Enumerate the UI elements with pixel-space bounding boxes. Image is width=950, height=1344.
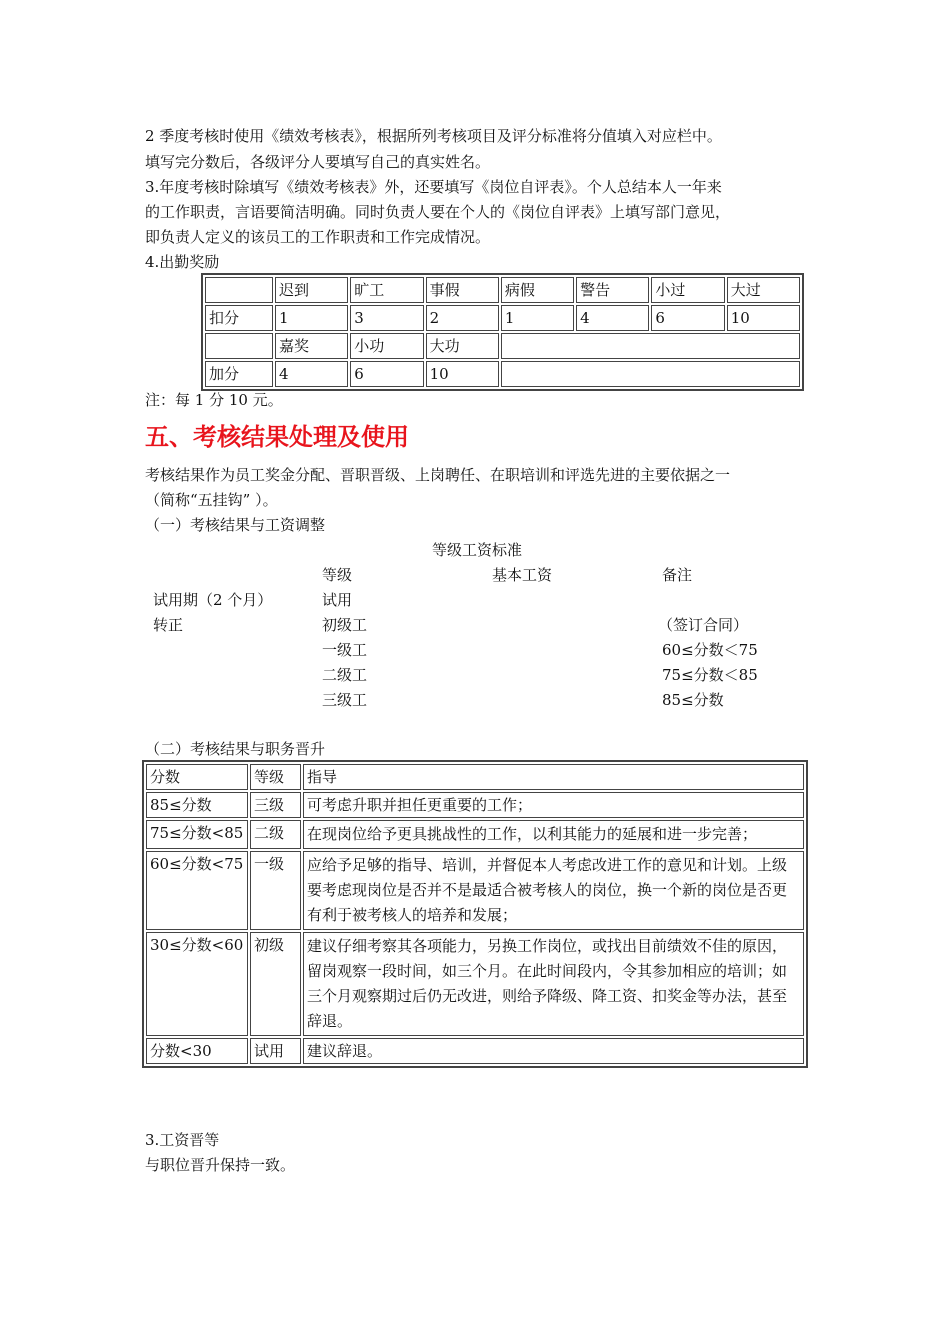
table-cell: 旷工 xyxy=(350,277,423,303)
table-row xyxy=(205,277,800,303)
wage-note: 85≤分数 xyxy=(662,691,724,709)
table-cell: 10 xyxy=(727,305,800,331)
table-cell: 小过 xyxy=(651,277,724,303)
wage-grade: 二级工 xyxy=(322,666,368,684)
table-cell: 建议仔细考察其各项能力，另换工作岗位，或找出目前绩效不佳的原因，留岗观察一段时间，如三个月。在此时间段内，令其参加相应的培训；如三个月观察期过后仍无改进，则给予降级、降工资、扣奖金等办法，甚至辞退。 xyxy=(303,932,804,1036)
table-row xyxy=(146,792,804,818)
table-cell: 大功 xyxy=(426,333,499,359)
table-cell: 迟到 xyxy=(275,277,348,303)
footer-line-2: 与职位晋升保持一致。 xyxy=(145,1156,296,1174)
table-header: 指导 xyxy=(303,764,804,790)
intro-line-2: 填写完分数后，各级评分人要填写自己的真实姓名。 xyxy=(145,153,491,171)
table-cell: 3 xyxy=(350,305,423,331)
wage-grade: 初级工 xyxy=(322,616,368,634)
table-cell: 30≤分数<60 xyxy=(146,932,248,1036)
table-cell: 三级 xyxy=(250,792,301,818)
table-cell: 事假 xyxy=(426,277,499,303)
table-cell: 4 xyxy=(275,361,348,387)
table-row xyxy=(146,764,804,790)
wage-grade: 三级工 xyxy=(322,691,368,709)
table-cell: 85≤分数 xyxy=(146,792,248,818)
intro-line-3: 3.年度考核时除填写《绩效考核表》外，还要填写《岗位自评表》。个人总结本人一年来 xyxy=(145,178,722,196)
wage-col-basic: 基本工资 xyxy=(492,566,553,584)
table-cell: 警告 xyxy=(576,277,649,303)
table-cell: 初级 xyxy=(250,932,301,1036)
table-cell: 二级 xyxy=(250,820,301,849)
table-cell: 应给予足够的指导、培训，并督促本人考虑改进工作的意见和计划。上级要考虑现岗位是否并不是最适合被考核人的岗位，换一个新的岗位是否更有利于被考核人的培养和发展； xyxy=(303,851,804,930)
intro-line-4: 的工作职责，言语要简洁明确。同时负责人要在个人的《岗位自评表》上填写部门意见， xyxy=(145,203,731,221)
wage-grade: 一级工 xyxy=(322,641,368,659)
table-cell: 6 xyxy=(651,305,724,331)
table-header: 分数 xyxy=(146,764,248,790)
table-cell: 扣分 xyxy=(205,305,273,331)
wage-regular: 转正 xyxy=(153,616,184,634)
intro-line-1: 2 季度考核时使用《绩效考核表》，根据所列考核项目及评分标准将分值填入对应栏中。 xyxy=(145,127,722,145)
subheading-1: （一）考核结果与工资调整 xyxy=(145,516,326,534)
table-row xyxy=(205,333,800,359)
table-row xyxy=(205,361,800,387)
section-text-1: 考核结果作为员工奖金分配、晋职晋级、上岗聘任、在职培训和评选先进的主要依据之一 xyxy=(145,466,731,484)
table-cell: 大过 xyxy=(727,277,800,303)
section-text-2: （简称“五挂钩” ）。 xyxy=(145,491,278,509)
table-cell: 试用 xyxy=(250,1038,301,1064)
table-row xyxy=(205,305,800,331)
intro-line-6: 4.出勤奖励 xyxy=(145,253,220,271)
table-cell: 一级 xyxy=(250,851,301,930)
attendance-table xyxy=(201,273,804,391)
wage-title: 等级工资标准 xyxy=(432,541,523,559)
wage-col-note: 备注 xyxy=(662,566,693,584)
wage-note: 60≤分数＜75 xyxy=(662,641,758,659)
table-cell: 小功 xyxy=(350,333,423,359)
table-cell: 10 xyxy=(426,361,499,387)
table-cell: 在现岗位给予更具挑战性的工作，以利其能力的延展和进一步完善； xyxy=(303,820,804,849)
table-row xyxy=(146,820,804,849)
table-cell: 嘉奖 xyxy=(275,333,348,359)
table-row xyxy=(146,932,804,1036)
subheading-2: （二）考核结果与职务晋升 xyxy=(145,740,326,758)
table-cell: 2 xyxy=(426,305,499,331)
table-header: 等级 xyxy=(250,764,301,790)
table-cell: 建议辞退。 xyxy=(303,1038,804,1064)
table-cell: 加分 xyxy=(205,361,273,387)
section-title: 五、考核结果处理及使用 xyxy=(145,423,409,451)
wage-col-grade: 等级 xyxy=(322,566,353,584)
table-row xyxy=(146,851,804,930)
table-cell: 6 xyxy=(350,361,423,387)
wage-grade: 试用 xyxy=(322,591,353,609)
table-row xyxy=(146,1038,804,1064)
note: 注：每 1 分 10 元。 xyxy=(145,391,283,409)
table-cell: 可考虑升职并担任更重要的工作； xyxy=(303,792,804,818)
table-cell: 1 xyxy=(501,305,574,331)
intro-line-5: 即负责人定义的该员工的工作职责和工作完成情况。 xyxy=(145,228,491,246)
wage-probation: 试用期（2 个月） xyxy=(153,591,273,609)
table-cell: 分数<30 xyxy=(146,1038,248,1064)
table-cell: 病假 xyxy=(501,277,574,303)
table-cell: 75≤分数<85 xyxy=(146,820,248,849)
wage-note: 75≤分数＜85 xyxy=(662,666,758,684)
promotion-table xyxy=(142,760,808,1068)
table-cell: 60≤分数<75 xyxy=(146,851,248,930)
footer-line-1: 3.工资晋等 xyxy=(145,1131,220,1149)
table-cell: 1 xyxy=(275,305,348,331)
table-cell: 4 xyxy=(576,305,649,331)
wage-note: （签订合同） xyxy=(658,616,749,634)
